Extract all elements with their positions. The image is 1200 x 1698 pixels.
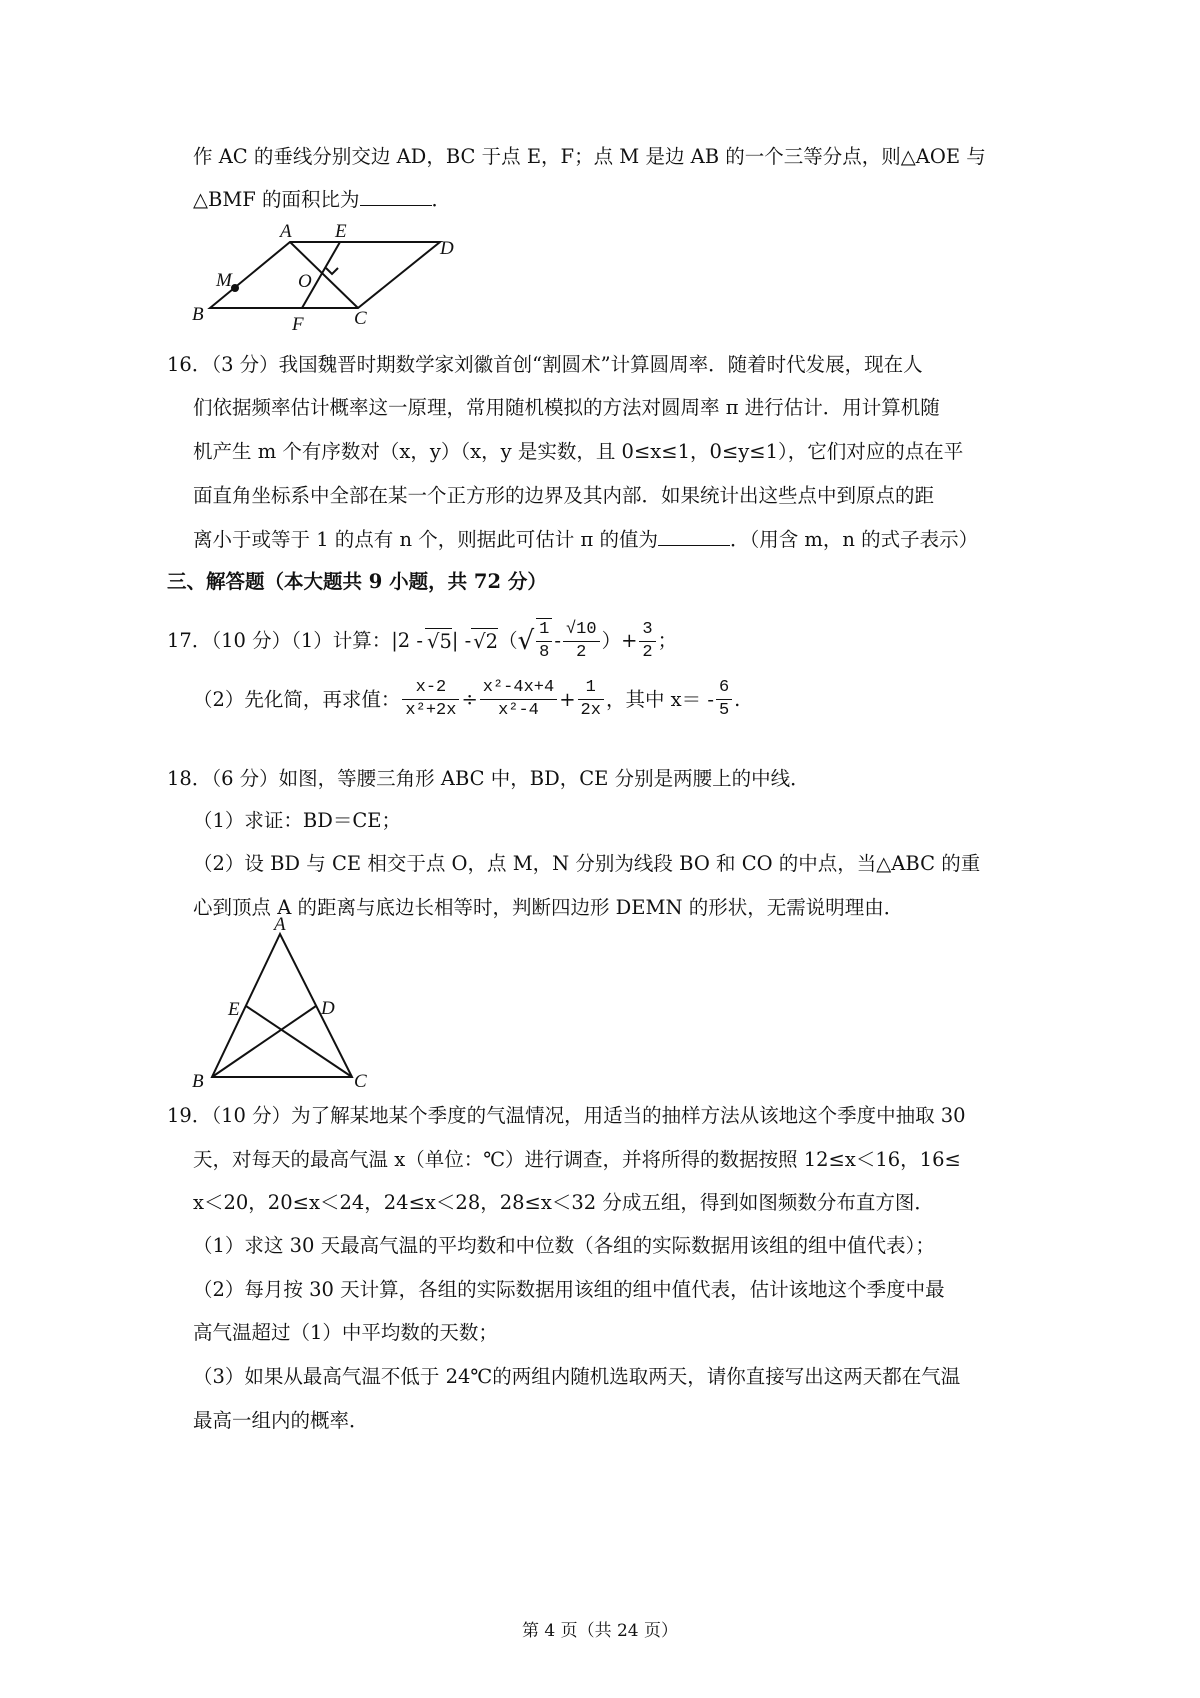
q19-line6: 高气温超过（1）中平均数的天数； bbox=[193, 1321, 498, 1344]
label-A: A bbox=[274, 914, 286, 935]
q16-line5: 离小于或等于 1 的点有 n 个，则据此可估计 π 的值为 ．（用含 m，n 的式子表示） bbox=[193, 528, 979, 551]
sqrt-2: √2 bbox=[473, 629, 499, 653]
triangle-figure bbox=[180, 912, 380, 1092]
q17-part1: 17．（10 分）（1）计算：|2 - √5 | - √2 （ √ $\frac{1}{8}$ - $\frac{√10}{2}$ ）+ $\frac{3}{2}$ ； bbox=[167, 619, 678, 662]
q18-line3: （2）设 BD 与 CE 相交于点 O，点 M，N 分别为线段 BO 和 CO 的中点，当△ABC 的重 bbox=[193, 852, 981, 875]
q16-line2: 们依据频率估计概率这一原理，常用随机模拟的方法对圆周率 π 进行估计．用计算机随 bbox=[193, 396, 940, 419]
answer-blank bbox=[658, 527, 730, 546]
q19-line2: 天，对每天的最高气温 x（单位：℃）进行调查，并将所得的数据按照 12≤x＜16，16≤ bbox=[193, 1148, 961, 1171]
label-A: A bbox=[280, 221, 292, 242]
q15-line2-text: △BMF 的面积比为 bbox=[193, 188, 360, 211]
fraction-d: $\frac{6}{5}$ bbox=[716, 677, 732, 722]
q18-line1: 18．（6 分）如图，等腰三角形 ABC 中，BD，CE 分别是两腰上的中线． bbox=[167, 767, 810, 790]
q19-line1: 19．（10 分）为了解某地某个季度的气温情况，用适当的抽样方法从该地这个季度中抽取 30 bbox=[167, 1104, 966, 1127]
page-footer: 第 4 页（共 24 页） bbox=[521, 1621, 679, 1641]
label-F: F bbox=[292, 314, 304, 335]
fraction-3-2: $\frac{3}{2}$ bbox=[639, 619, 655, 664]
fraction-sqrt10-2: $\frac{√10}{2}$ bbox=[563, 619, 600, 664]
q17-part2: （2）先化简，再求值： $\frac{x-2}{\text{x²+2x}}$ ÷ $\frac{\text{x²-4x+4}}{\text{x²-4}}$ + $\frac{1}{2x}$ ，其中 x＝ - $\frac{6}{5}$ . bbox=[193, 678, 741, 720]
q19-line7: （3）如果从最高气温不低于 24℃的两组内随机选取两天，请你直接写出这两天都在气温 bbox=[193, 1365, 961, 1388]
label-B: B bbox=[192, 304, 204, 325]
label-M: M bbox=[216, 270, 232, 291]
label-D: D bbox=[440, 238, 454, 259]
parallelogram-figure bbox=[180, 220, 470, 340]
q19-line5: （2）每月按 30 天计算，各组的实际数据用该组的组中值代表，估计该地这个季度中最 bbox=[193, 1278, 945, 1301]
label-C: C bbox=[354, 308, 367, 329]
answer-blank bbox=[360, 187, 432, 206]
label-E: E bbox=[335, 221, 347, 242]
q16-line3: 机产生 m 个有序数对（x，y）（x，y 是实数，且 0≤x≤1，0≤y≤1），它们对应的点在平 bbox=[193, 440, 964, 463]
label-D: D bbox=[321, 998, 335, 1019]
q18-line2: （1）求证：BD＝CE； bbox=[193, 809, 402, 832]
q19-line8: 最高一组内的概率． bbox=[193, 1409, 369, 1432]
label-E: E bbox=[228, 999, 240, 1020]
label-B: B bbox=[192, 1071, 204, 1092]
q19-line4: （1）求这 30 天最高气温的平均数和中位数（各组的实际数据用该组的组中值代表）； bbox=[193, 1234, 935, 1257]
label-C: C bbox=[354, 1071, 367, 1092]
q16-line4: 面直角坐标系中全部在某一个正方形的边界及其内部．如果统计出这些点中到原点的距 bbox=[193, 484, 935, 507]
q15-line1: 作 AC 的垂线分别交边 AD，BC 于点 E，F；点 M 是边 AB 的一个三等分点，则△AOE 与 bbox=[193, 145, 986, 168]
sqrt-5: √5 bbox=[427, 629, 452, 653]
q19-line3: x＜20，20≤x＜24，24≤x＜28，28≤x＜32 分成五组，得到如图频数分布直方图． bbox=[193, 1191, 934, 1214]
q16-line1: 16．（3 分）我国魏晋时期数学家刘徽首创“割圆术”计算圆周率．随着时代发展，现在人 bbox=[167, 353, 923, 376]
q15-line2: △BMF 的面积比为 ． bbox=[193, 188, 452, 211]
fraction-1-8: $\frac{1}{8}$ bbox=[536, 618, 552, 664]
section-heading: 三、解答题（本大题共 9 小题，共 72 分） bbox=[167, 570, 547, 593]
sqrt-sign: √ bbox=[517, 626, 535, 656]
label-O: O bbox=[298, 271, 312, 292]
fraction-c: $\frac{1}{2x}$ bbox=[578, 677, 604, 722]
fraction-a: $\frac{x-2}{\text{x²+2x}}$ bbox=[402, 677, 459, 722]
fraction-b: $\frac{\text{x²-4x+4}}{\text{x²-4}}$ bbox=[480, 677, 557, 722]
q18-line4: 心到顶点 A 的距离与底边长相等时，判断四边形 DEMN 的形状，无需说明理由． bbox=[193, 896, 904, 919]
